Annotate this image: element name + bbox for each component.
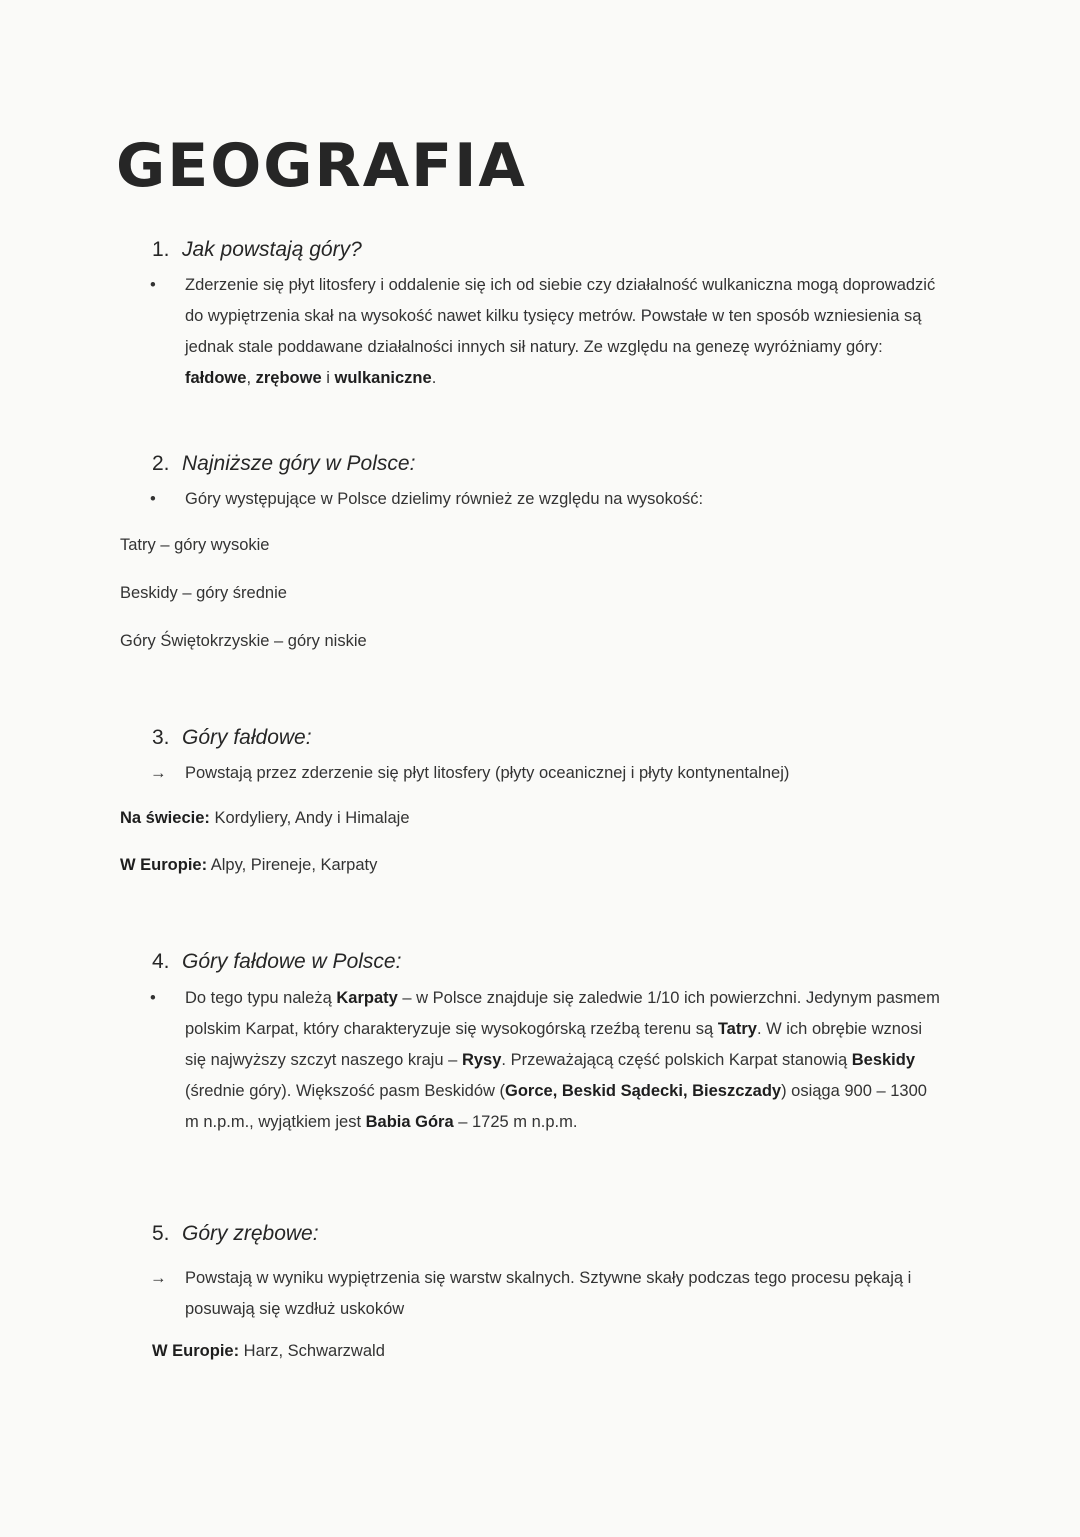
description: – góry średnie — [177, 584, 287, 602]
section-title: Jak powstają góry? — [182, 238, 362, 261]
section-3-heading — [152, 726, 312, 750]
region-row — [152, 1342, 385, 1361]
bold-term: zrębowe — [255, 369, 322, 387]
bold-term: Tatry — [717, 1020, 757, 1038]
section-5-heading — [152, 1222, 319, 1246]
term: W Europie: — [120, 856, 208, 874]
bullet-icon: • — [150, 989, 156, 1007]
term: Tatry — [120, 536, 156, 554]
term: Beskidy — [120, 584, 178, 602]
description: Kordyliery, Andy i Himalaje — [209, 809, 410, 827]
region-row — [120, 809, 410, 828]
arrow-right-icon: → — [150, 764, 167, 782]
description: Harz, Schwarzwald — [239, 1342, 385, 1360]
term: Na świecie: — [120, 809, 210, 827]
text-run: – 1725 m n.p.m. — [453, 1113, 578, 1131]
description: – góry niskie — [269, 632, 367, 650]
height-category-row — [120, 536, 269, 555]
section-title: Najniższe góry w Polsce: — [182, 452, 416, 475]
section-number: 2. — [152, 452, 170, 475]
text-run: Do tego typu należą — [185, 989, 337, 1007]
text-run: Zderzenie się płyt litosfery i oddalenie się ich od siebie czy działalność wulkaniczna mogą doprowadzić do wypiętrzenia skał na wysokość nawet kilku tysięcy metrów. Powstałe w ten sposób wzniesienia są jednak stale poddawane działalności innych sił natury. Ze względu na genezę wyróżniamy góry: — [185, 276, 936, 356]
section-2-paragraph — [150, 484, 940, 515]
height-category-row — [120, 632, 367, 651]
bold-term: Beskidy — [851, 1051, 916, 1069]
section-title: Góry fałdowe w Polsce: — [182, 950, 402, 973]
text-run: ) osiąga 900 – 1300 m n.p.m., wyjątkiem jest — [185, 1082, 927, 1131]
section-4-paragraph — [150, 983, 940, 1138]
bold-term: Gorce, Beskid Sądecki, Bieszczady — [505, 1082, 782, 1100]
paragraph-text: Góry występujące w Polsce dzielimy również ze względu na wysokość: — [185, 490, 704, 508]
section-2-heading — [152, 452, 415, 476]
text-run: . W ich obrębie wznosi się najwyższy szczyt naszego kraju – — [185, 1020, 923, 1069]
term: W Europie: — [152, 1342, 240, 1360]
description: – góry wysokie — [155, 536, 270, 554]
term: Góry Świętokrzyskie — [120, 632, 270, 650]
section-number: 5. — [152, 1222, 170, 1245]
section-4-heading — [152, 950, 401, 974]
section-number: 4. — [152, 950, 170, 973]
section-1-paragraph — [150, 270, 940, 394]
bold-term: wulkaniczne — [334, 369, 432, 387]
section-title: Góry zrębowe: — [182, 1222, 319, 1245]
arrow-right-icon: → — [150, 1269, 167, 1287]
section-5-paragraph — [150, 1263, 940, 1325]
section-number: 3. — [152, 726, 170, 749]
section-1-heading — [152, 238, 362, 262]
section-number: 1. — [152, 238, 170, 261]
text-run: . Przeważającą część polskich Karpat stanowią — [501, 1051, 852, 1069]
paragraph-text — [185, 983, 940, 1138]
bold-term: fałdowe — [185, 369, 247, 387]
text-run: . — [431, 369, 437, 387]
text-run: (średnie góry). Większość pasm Beskidów ( — [185, 1082, 506, 1100]
text-run: , — [246, 369, 256, 387]
bold-term: Rysy — [461, 1051, 502, 1069]
description: Alpy, Pireneje, Karpaty — [207, 856, 378, 874]
page-title: GEOGRAFIA — [116, 131, 527, 201]
section-title: Góry fałdowe: — [182, 726, 312, 749]
bullet-icon: • — [150, 490, 156, 508]
paragraph-text: Powstają przez zderzenie się płyt litosfery (płyty oceanicznej i płyty kontynentalnej) — [185, 764, 790, 782]
paragraph-text: Powstają w wyniku wypiętrzenia się warstw skalnych. Sztywne skały podczas tego procesu pękają i posuwają się wzdłuż uskoków — [185, 1269, 912, 1318]
bullet-icon: • — [150, 276, 156, 294]
bold-term: Karpaty — [336, 989, 398, 1007]
text-run: – w Polsce znajduje się zaledwie 1/10 ich powierzchni. Jedynym pasmem polskim Karpat, który charakteryzuje się wysokogórską rzeźbą terenu są — [185, 989, 940, 1038]
region-row — [120, 856, 377, 875]
height-category-row — [120, 584, 287, 603]
bold-term: Babia Góra — [365, 1113, 454, 1131]
section-3-paragraph — [150, 758, 940, 789]
text-run: i — [321, 369, 335, 387]
paragraph-text — [185, 270, 940, 394]
